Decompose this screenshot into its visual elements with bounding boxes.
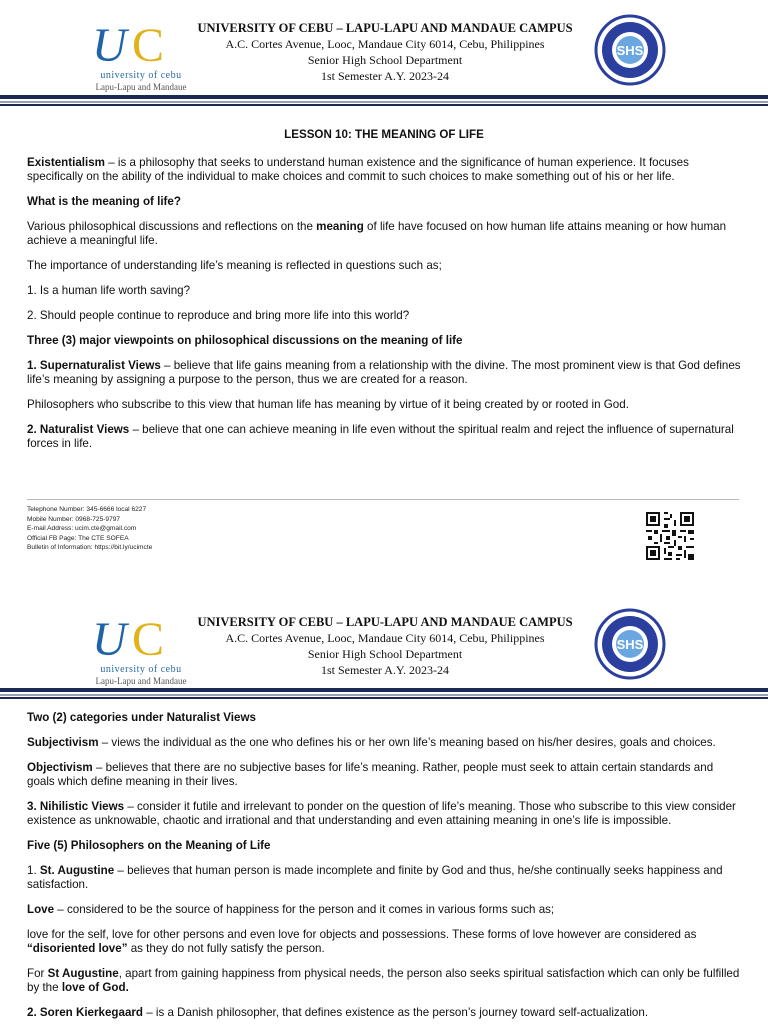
augustine-paragraph: 1. St. Augustine – believes that human person is made incomplete and finite by God and thus, he/she continually seeks happiness and satisfaction. xyxy=(27,864,723,891)
seal-icon xyxy=(594,14,666,86)
kierkegaard-paragraph: 2. Soren Kierkegaard – is a Danish philosopher, that defines existence as the person’s journey toward self-actualization. xyxy=(27,1006,649,1019)
naturalist-paragraph: 2. Naturalist Views – believe that one can achieve meaning in life even without the spiritual realm and reject the influence of supernatural forces in life. xyxy=(27,423,734,450)
disoriented-love-paragraph: love for the self, love for other persons and even love for objects and possessions. These forms of love however are considered as “disoriented love” as they do not fully satisfy the person. xyxy=(27,928,697,955)
logo-subtitle: university of cebu xyxy=(100,664,182,675)
nihilistic-paragraph: 3. Nihilistic Views – consider it futile and irrelevant to ponder on the question of life’s meaning. Those who subscribe to this view consider existence as unknowable, chaotic and irrational and that understanding and even attaining meaning in one’s life is impossible. xyxy=(27,800,736,827)
question-heading: What is the meaning of life? xyxy=(27,195,181,208)
logo-letter-c: C xyxy=(132,19,165,72)
love-paragraph: Love – considered to be the source of happiness for the person and it comes in various forms such as; xyxy=(27,903,555,916)
philosophers-paragraph: Philosophers who subscribe to this view that human life has meaning by virtue of it being created by or rooted in God. xyxy=(27,398,629,411)
logo-campus: Lapu-Lapu and Mandaue xyxy=(95,82,187,92)
header-text xyxy=(190,614,580,678)
logo-letter-u: U xyxy=(92,19,125,72)
logo-letter-u: U xyxy=(92,613,125,666)
header-divider-thin xyxy=(0,104,768,106)
uc-logo xyxy=(86,19,196,92)
viewpoints-heading: Three (3) major viewpoints on philosophical discussions on the meaning of life xyxy=(27,334,463,347)
university-title: UNIVERSITY OF CEBU – LAPU-LAPU AND MANDAUE CAMPUS xyxy=(197,21,573,35)
header-divider-thin xyxy=(0,697,768,699)
page2-content xyxy=(27,711,741,1031)
fb-page: Official FB Page: The CTE SOFEA xyxy=(27,534,129,542)
semester: 1st Semester A.Y. 2023-24 xyxy=(320,69,450,83)
header-divider-gray xyxy=(0,101,768,103)
objectivism-paragraph: Objectivism – believes that there are no subjective bases for life’s meaning. Rather, people must seek to attain certain standards and goals which define meaning in their lives. xyxy=(27,761,714,788)
qr-code-icon xyxy=(644,510,696,562)
header-divider-gray xyxy=(0,694,768,696)
supernaturalist-paragraph: 1. Supernaturalist Views – believe that life gains meaning from a relationship with the divine. The most prominent view is that God defines life’s meaning by assigning a purpose to the person, thus we are created for a reason. xyxy=(27,359,741,386)
footer-divider xyxy=(27,499,739,500)
semester: 1st Semester A.Y. 2023-24 xyxy=(320,663,450,677)
list-item: 1. Is a human life worth saving? xyxy=(27,284,191,297)
svg-text:SHS: SHS xyxy=(616,637,644,652)
logo-campus: Lapu-Lapu and Mandaue xyxy=(95,676,187,686)
address: A.C. Cortes Avenue, Looc, Mandaue City 6014, Cebu, Philippines xyxy=(225,631,545,645)
header-divider xyxy=(0,688,768,692)
department: Senior High School Department xyxy=(307,647,463,661)
seal-icon xyxy=(594,608,666,680)
logo-subtitle: university of cebu xyxy=(100,70,182,81)
augustine-love-of-god-paragraph: For St Augustine, apart from gaining happiness from physical needs, the person also seeks spiritual satisfaction which can only be fulfilled by the love of God. xyxy=(27,967,740,994)
existentialism-paragraph: Existentialism – is a philosophy that seeks to understand human existence and the significance of human experience. It focuses specifically on the ability of the individual to make choices and commit to such choices to make something out of his or her life. xyxy=(27,156,689,183)
address: A.C. Cortes Avenue, Looc, Mandaue City 6014, Cebu, Philippines xyxy=(225,37,545,51)
lesson-title: LESSON 10: THE MEANING OF LIFE xyxy=(284,128,484,141)
telephone: Telephone Number: 345-6666 local 6227 xyxy=(27,506,147,513)
naturalist-categories-heading: Two (2) categories under Naturalist Views xyxy=(27,711,256,724)
svg-text:SHS: SHS xyxy=(616,43,644,58)
uc-logo xyxy=(86,613,196,686)
mobile: Mobile Number: 0968-725-9797 xyxy=(27,515,121,523)
contact-footer xyxy=(27,505,152,553)
subjectivism-paragraph: Subjectivism – views the individual as the one who defines his or her own life’s meaning based on his/her desires, goals and choices. xyxy=(27,736,716,749)
logo-letter-c: C xyxy=(132,613,165,666)
department: Senior High School Department xyxy=(307,53,463,67)
university-title: UNIVERSITY OF CEBU – LAPU-LAPU AND MANDAUE CAMPUS xyxy=(197,615,573,629)
importance-paragraph: The importance of understanding life’s meaning is reflected in questions such as; xyxy=(27,259,442,272)
page1-content xyxy=(27,128,741,462)
header-divider xyxy=(0,95,768,99)
header-text xyxy=(190,20,580,84)
bulletin: Bulletin of Information: https://bit.ly/ucimcte xyxy=(27,544,153,552)
email: E-mail Address: ucim.cte@gmail.com xyxy=(27,525,137,533)
philosophers-heading: Five (5) Philosophers on the Meaning of Life xyxy=(27,839,271,852)
list-item: 2. Should people continue to reproduce and bring more life into this world? xyxy=(27,309,410,322)
meaning-paragraph: Various philosophical discussions and reflections on the meaning of life have focused on how human life attains meaning or how human achieve a meaningful life. xyxy=(27,220,727,247)
